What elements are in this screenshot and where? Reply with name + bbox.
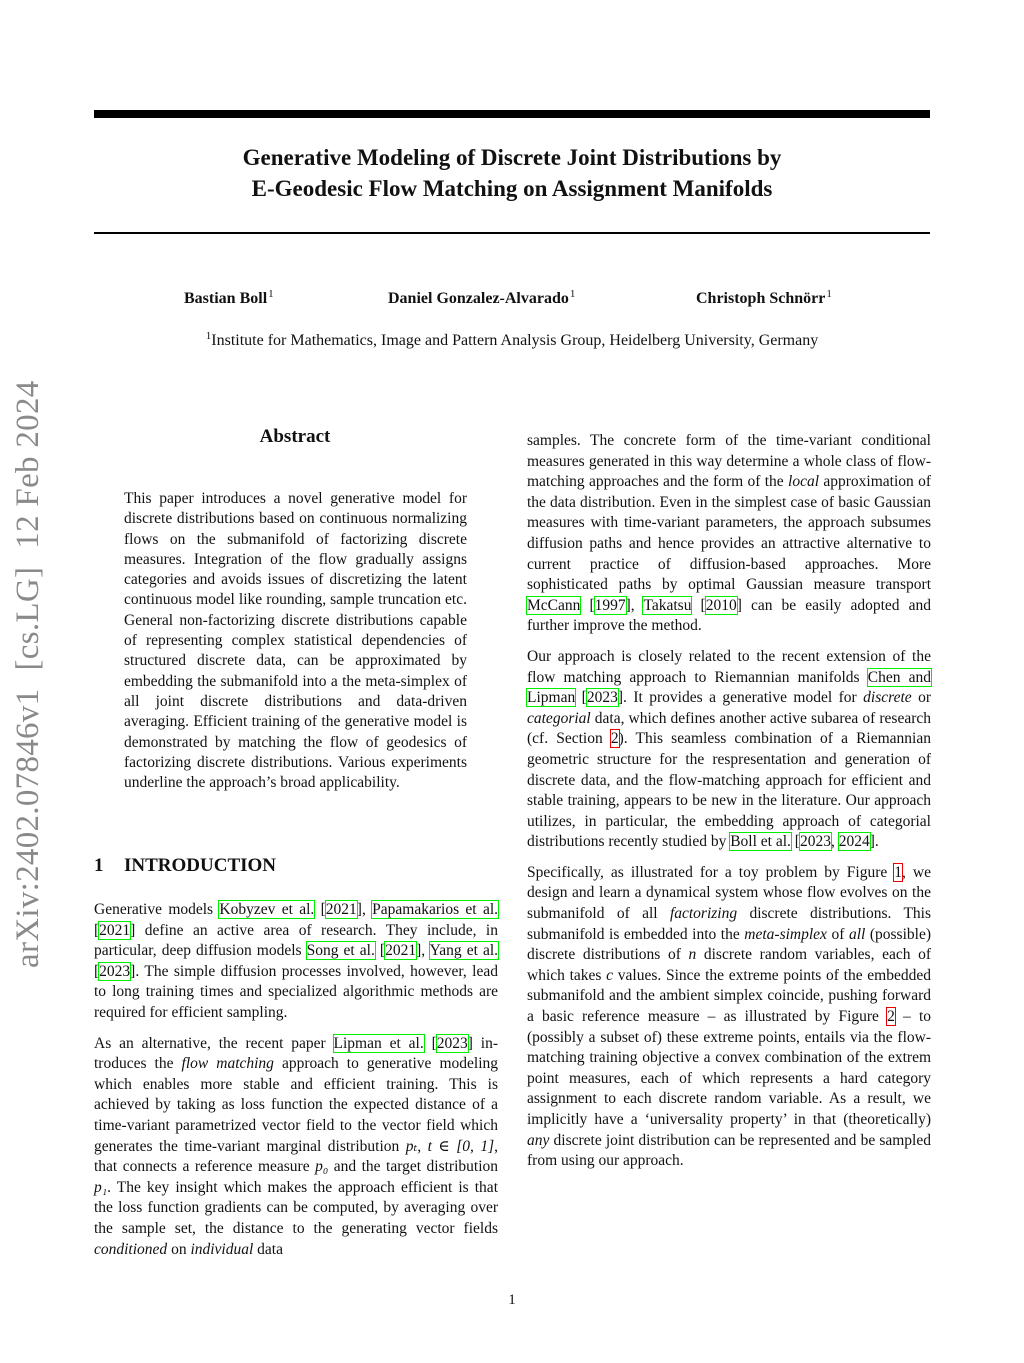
text: ], [625,596,644,614]
title-rule [94,232,930,234]
text: samples. The concrete form of the time-variant conditional measures generated in this way determine a whole class of flow-matching approaches and the form of the [527,432,931,491]
arxiv-sidebar [10,362,47,968]
author-3 [696,288,832,308]
citation-link[interactable]: Chen and Lipman [527,668,931,707]
citation-link[interactable]: 2024 [838,833,870,851]
author-sup: 1 [826,288,832,300]
text: and the target distribution [328,1158,499,1176]
emphasis: all [848,925,866,943]
text: [ [790,833,800,851]
text: [ [94,962,100,980]
citation-link[interactable]: 2023 [799,833,831,851]
emphasis: categorial [527,709,591,727]
math-inline: n [688,946,697,964]
text: [ [314,901,326,918]
top-rule [94,110,930,118]
text: ). This seamless combination of a Riemannian geometric structure for the respresentation and generation of discrete data, and the flow-matching approach for efficient and stable training, appears to be new in the literature. Our approach utilizes, in particular, the embedding approach of categorial distributions recently studied by [527,730,931,851]
text: ], [356,901,373,918]
citation-link[interactable]: Kobyzev et al. [219,901,315,918]
text: [ [575,689,587,707]
text: or [911,689,932,707]
section-title: INTRODUCTION [124,855,277,876]
abstract-heading: Abstract [259,426,331,447]
citation-link[interactable]: 2010 [705,596,737,614]
citation-link[interactable]: 2023 [586,689,618,707]
text: data, which defines another active subarea of research (cf. Section [527,709,931,748]
citation-link[interactable]: 2021 [325,901,357,918]
text: [ [580,596,595,614]
citation-link[interactable]: Boll et al. [730,833,791,851]
figure-reference-link[interactable]: 2 [887,1008,895,1026]
emphasis: factorizing [669,905,738,923]
emphasis: local [788,473,820,491]
text: Generative models [94,901,220,918]
text: , we design and learn a dynamical system whose flow evolves on the submanifold of all [527,863,931,923]
section-number: 1 [94,855,104,876]
citation-link[interactable]: McCann [527,596,581,614]
math-inline: p₀ [315,1158,329,1176]
author-name: Christoph Schnörr [696,290,826,307]
text: As an alternative, the recent paper [94,1034,334,1052]
author-1 [184,288,274,308]
citation-link[interactable]: 2023 [436,1034,468,1052]
text: ] introduces the [94,1034,498,1073]
emphasis: meta-simplex [744,925,827,943]
arxiv-date: 12 Feb 2024 [10,380,46,549]
title-line-1: Generative Modeling of Discrete Joint Distributions by [242,145,782,170]
text: ] define an active area of research. They include, in particular, deep diffusion models [94,921,498,960]
text: Our approach is closely related to the recent extension of the flow matching approach to Riemannian manifolds [527,647,931,686]
author-name: Daniel Gonzalez-Alvarado [388,290,569,307]
section-heading [94,855,276,877]
text: . The key insight which makes the approach efficient is that the loss function gradients can be computed, by averaging over the sample set, the distance to the generating vector fields [94,1178,498,1237]
citation-link[interactable]: 2021 [99,921,131,939]
text: Specifically, as illustrated for a toy problem by Figure [527,863,895,881]
citation-link[interactable]: 2023 [99,962,131,980]
citation-link[interactable]: 1997 [594,596,626,614]
emphasis: discrete [863,689,912,707]
abstract-text: This paper introduces a novel generative model for discrete distributions based on continuous normalizing flows on the submanifold of factorizing discrete measures. Integration of the flow gradually assigns categories and avoids issues of discretizing the latent continuous model like rounding, sample truncation etc. General non-factorizing discrete distributions capable of representing complex statistical dependencies of structured discrete data, can be approximated by embedding the submanifold into a the meta-simplex of all joint discrete distributions and data-driven averaging. Efficient training of the generative model is demonstrated by matching the flow of geodesics of factorizing discrete distributions. Various experiments underline the approach’s broad applicability. [124,490,467,792]
arxiv-category: [cs.LG] [10,566,46,671]
author-sup: 1 [569,288,576,300]
text: values. Since the extreme points of the embedded submanifold and the ambient simplex coincide, pushing forward a basic reference measure – as illustrated by Figure [527,966,931,1026]
citation-link[interactable]: Papamakarios et al. [372,901,499,918]
text: data [253,1240,283,1258]
intro-paragraph-5 [527,863,931,1172]
text: [ [374,942,386,960]
citation-link[interactable]: Song et al. [306,942,375,960]
intro-paragraph-1 [94,900,498,1024]
citation-link[interactable]: Lipman et al. [333,1034,424,1052]
emphasis: individual [190,1240,254,1258]
intro-paragraph-2 [94,1034,498,1261]
intro-paragraph-4 [527,647,931,853]
author-2 [388,288,575,308]
affiliation-sup: 1 [205,330,212,342]
author-name: Bastian Boll [184,290,268,307]
math-inline: c [606,966,614,984]
text: ]. It provides a generative model for [617,689,864,707]
citation-link[interactable]: 2021 [385,942,417,960]
math-inline: pₜ, t ∈ [0, 1] [405,1137,495,1155]
citation-link[interactable]: Takatsu [643,596,692,614]
text: (possible) discrete distributions of [527,925,931,964]
text: approach to generative modeling which enables more stable and efficient training. This is achieved by taking as loss function the expected distance of a time-variant parametrized vector field to the vector field which generates the time-variant marginal distribution [94,1055,499,1155]
text: discrete distributions. This submanifold is embedded into the [527,905,931,943]
paper-title [94,142,930,204]
emphasis: flow matching [181,1055,274,1073]
text: , [830,833,839,851]
text: discrete random variables, each of which takes [527,946,931,984]
text: ], [416,942,430,960]
text: [ [691,596,706,614]
emphasis: any [527,1131,550,1149]
text: approximation of the data distribution. Even in the simplest case of basic Gaussian measures with time-variant parameters, the approach subsumes diffusion paths and hence provides an attractive alternative to current practice of diffusion-based approaches. More sophisticated paths by optimal Gaussian measure transport [527,473,932,594]
right-column [527,431,931,1182]
affiliation-text: Institute for Mathematics, Image and Pattern Analysis Group, Heidelberg University, Germany [211,332,819,349]
figure-reference-link[interactable]: 1 [894,863,903,881]
author-sup: 1 [268,288,274,300]
text: discrete joint distribution can be represented and be sampled from using our approach. [527,1131,931,1170]
left-column [94,900,498,1270]
citation-link[interactable]: Yang et al. [429,942,499,960]
text: on [167,1240,191,1258]
arxiv-id[interactable]: arXiv:2402.07846v1 [10,688,46,968]
emphasis: conditioned [94,1240,168,1258]
text: , that connects a reference measure [94,1137,499,1176]
section-reference-link[interactable]: 2 [610,730,619,748]
text: ] can be easily adopted and further improve the method. [527,596,931,635]
text: [ [94,921,100,939]
math-inline: p₁ [94,1178,108,1196]
intro-paragraph-3 [527,431,931,637]
text: ]. The simple diffusion processes involved, however, lead to long training times and specialized algorithmic methods are required for efficient sampling. [94,962,498,1021]
text: – to (possibly a subset of) these extreme points, entails via the flow-matching training objective a convex combination of the extrem point measures, each of which represents a hard category assignment to each discrete random variable. As a result, we implicitly have a ‘universality property’ in that (theoretically) [527,1008,931,1128]
page-number: 1 [508,1292,516,1308]
text: ]. [869,833,879,851]
affiliation [94,330,930,350]
text: of [826,925,849,943]
text: [ [423,1034,437,1052]
title-line-2: E-Geodesic Flow Matching on Assignment Manifolds [251,176,773,201]
